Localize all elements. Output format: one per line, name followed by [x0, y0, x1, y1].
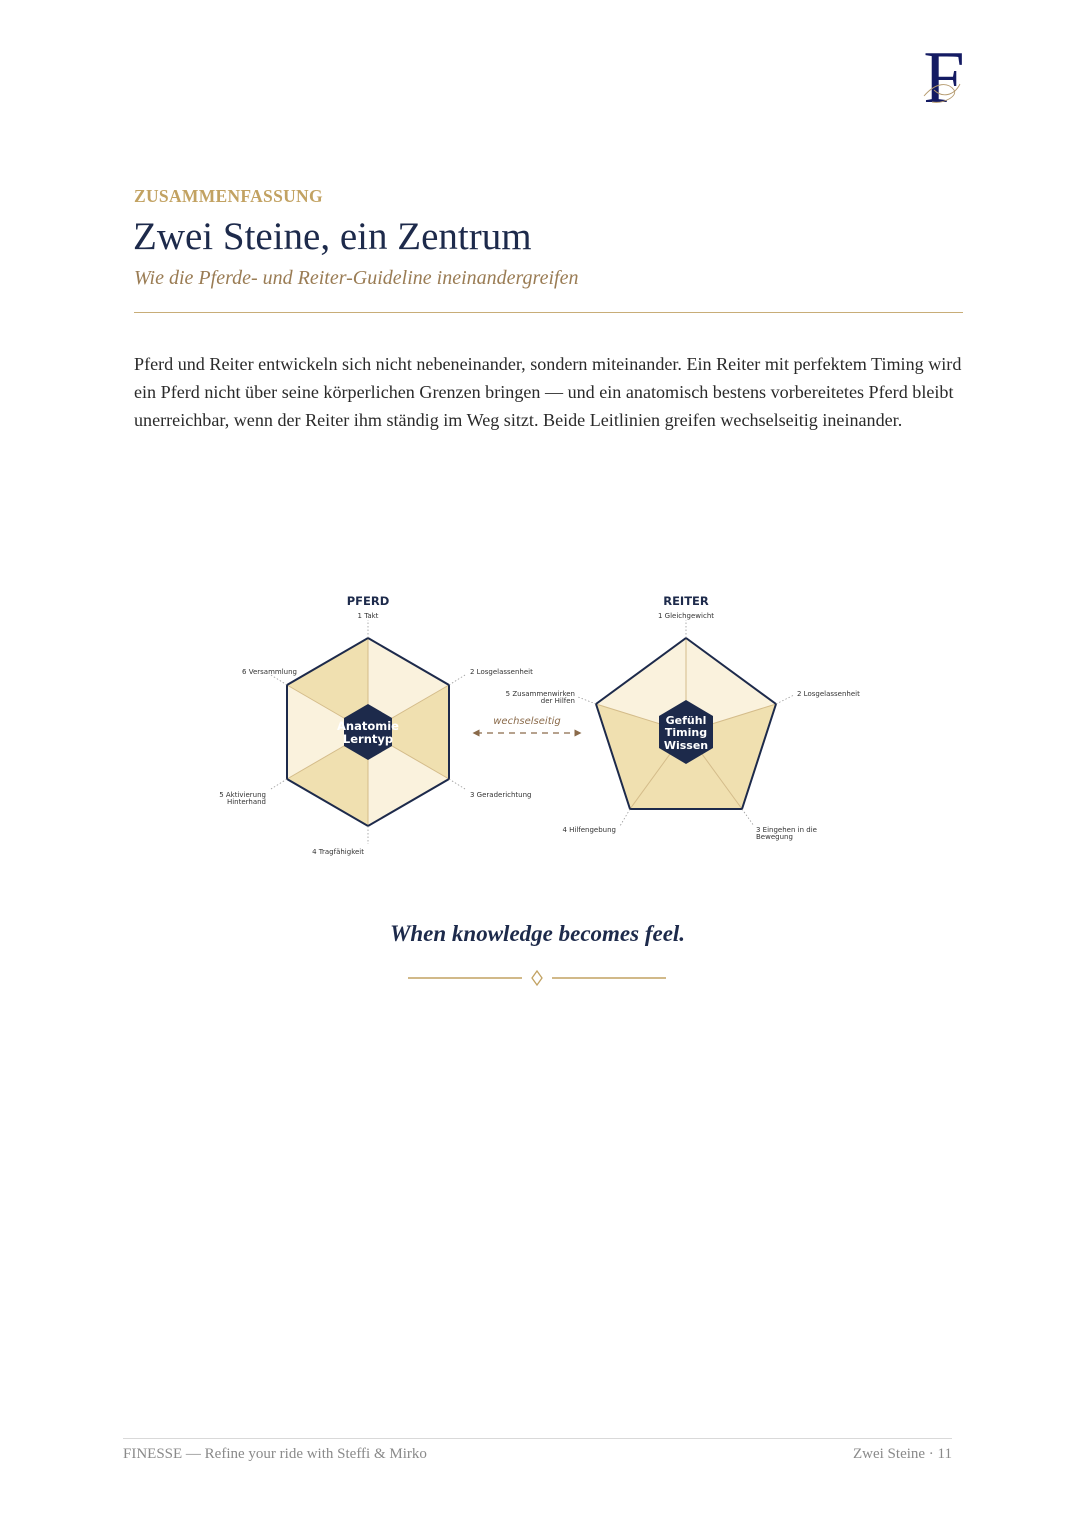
horse-label-2: 2 Losgelassenheit: [470, 668, 533, 676]
body-paragraph: Pferd und Reiter entwickeln sich nicht nebeneinander, sondern miteinander. Ein Reiter mit perfektem Timing wird ein Pferd nicht über seine körperlichen Grenzen bringen — und ein anatomisch bestens vorbereitetes Pferd bleibt unerreichbar, wenn der Reiter ihm ständig im Weg sitzt. Beide Leitlinien greifen wechselseitig ineinander.: [134, 354, 962, 430]
connector-label: wechselseitig: [493, 716, 561, 727]
horse-title: PFERD: [346, 594, 390, 608]
footer-page-number: Zwei Steine · 11: [852, 1446, 952, 1462]
section-label: ZUSAMMENFASSUNG: [134, 186, 323, 206]
page-subtitle: Wie die Pferde- und Reiter-Guideline ineinandergreifen: [134, 267, 579, 289]
rider-label-1: 1 Gleichgewicht: [657, 612, 715, 620]
horse-hexagon-chart: [219, 594, 533, 856]
horse-center-line2: Lerntyp: [342, 732, 394, 746]
rider-label-3b: Bewegung: [756, 833, 793, 841]
rider-title: REITER: [663, 594, 709, 608]
horse-label-5b: Hinterhand: [226, 798, 266, 806]
rider-label-5b: der Hilfen: [540, 697, 575, 705]
footer-divider: [123, 1438, 952, 1439]
logo-letter: F: [923, 38, 965, 110]
horse-label-3: 3 Geraderichtung: [470, 791, 532, 799]
ornament-divider: [408, 968, 666, 988]
horse-label-6: 6 Versammlung: [242, 668, 297, 676]
horse-label-4: 4 Tragfähigkeit: [312, 848, 364, 856]
rider-center-line2: Timing: [664, 726, 708, 739]
brand-logo: [914, 38, 974, 110]
horse-label-1: 1 Takt: [357, 612, 379, 620]
footer-brand: FINESSE — Refine your ride with Steffi & Mirko: [123, 1446, 427, 1462]
tagline: When knowledge becomes feel.: [389, 921, 686, 946]
connector: [476, 716, 578, 733]
rider-label-4: 4 Hilfengebung: [562, 826, 616, 834]
rider-label-5: 5 Zusammenwirken: [505, 690, 575, 698]
rider-center-line3: Wissen: [663, 739, 709, 752]
title-divider: [134, 312, 963, 313]
rider-label-3: 3 Eingehen in die: [756, 826, 817, 834]
rider-label-2: 2 Losgelassenheit: [797, 690, 860, 698]
page-title: Zwei Steine, ein Zentrum: [133, 215, 532, 258]
horse-center-line1: Anatomie: [337, 719, 399, 733]
diamond-outline-icon: [532, 971, 542, 985]
guideline-diagram: [0, 560, 1075, 880]
horse-label-5: 5 Aktivierung: [219, 791, 266, 799]
rider-center-line1: Gefühl: [665, 714, 707, 727]
